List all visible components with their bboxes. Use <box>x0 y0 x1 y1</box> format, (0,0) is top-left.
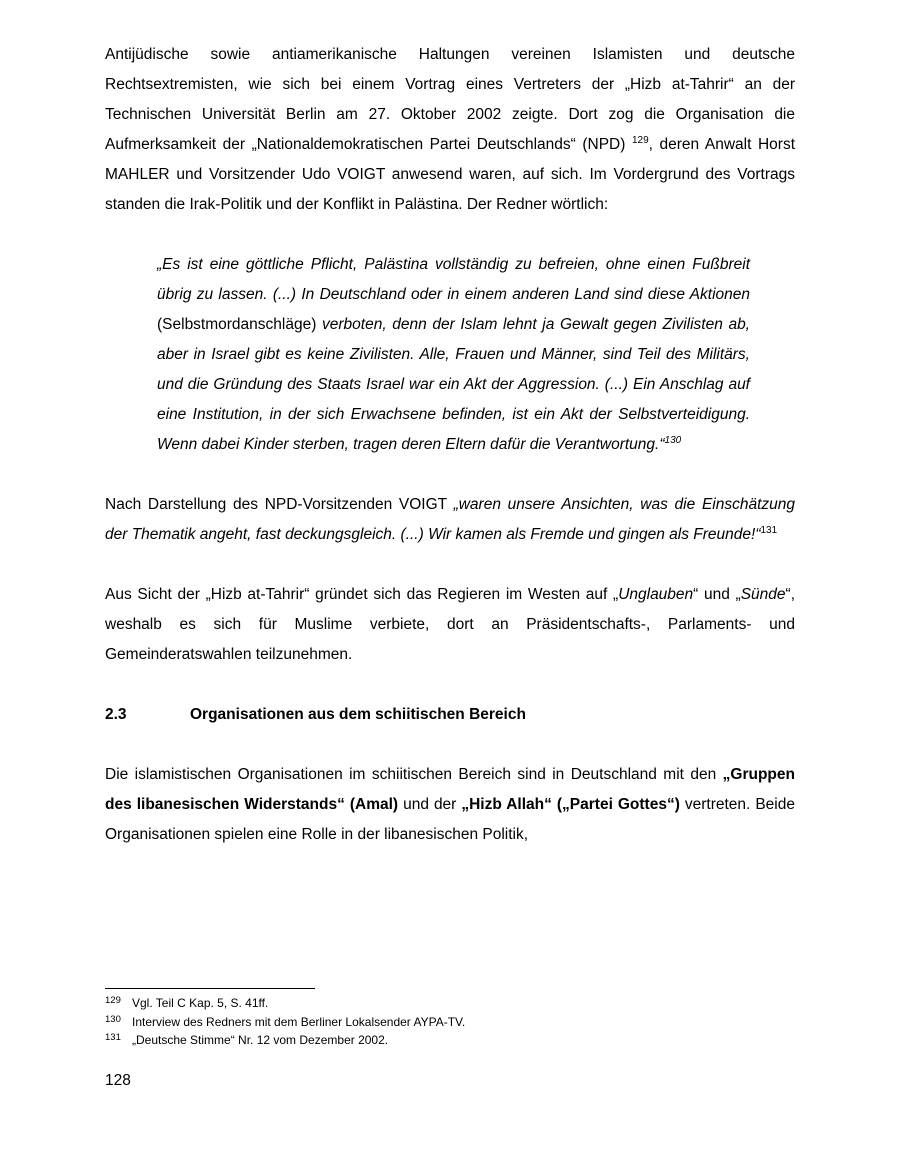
footnote-separator <box>105 988 315 989</box>
paragraph-intro: Antijüdische sowie antiamerikanische Haltungen vereinen Islamisten und deutsche Rechtsextremisten, wie sich bei einem Vortrag eines Vertreters der „Hizb at-Tahrir“ an der Technischen Universität Berlin am 27. Oktober 2002 zeigte. Dort zog die Organisation die Aufmerksamkeit der „Nationaldemokratischen Partei Deutschlands“ (NPD) $^{129}$, deren Anwalt Horst MAHLER und Vorsitzender Udo VOIGT anwesend waren, auf sich. Im Vordergrund des Vortrags standen die Irak-Politik und der Konflikt in Palästina. Der Redner wörtlich: <box>105 46 795 213</box>
footnotes-section <box>105 988 795 1051</box>
footnote-number: 131 <box>105 1032 121 1043</box>
footnote-130 <box>105 1014 795 1033</box>
footnote-number: 130 <box>105 1013 121 1025</box>
quote-block: „Es ist eine göttliche Pflicht, Palästina vollständig zu befreien, ohne einen Fußbreit übrig zu lassen. (...) In Deutschland oder in einem anderen Land sind diese Aktionen (Selbstmordanschläge) verboten, denn der Islam lehnt ja Gewalt gegen Zivilisten ab, aber in Israel gibt es keine Zivilisten. Alle, Frauen und Männer, sind Teil des Militärs, und die Gründung des Staats Israel war ein Akt der Aggression. (...) Ein Anschlag auf eine Institution, in der sich Erwachsene befinden, ist ein Akt der Selbstverteidigung. Wenn dabei Kinder sterben, tragen deren Eltern dafür die Verantwortung.“$^{130}$ <box>157 256 750 453</box>
paragraph-hizb-view: Aus Sicht der „Hizb at-Tahrir“ gründet sich das Regieren im Westen auf „Unglauben“ und „Sünde“, weshalb es sich für Muslime verbiete, dort an Präsidentschafts-, Parlaments- und Gemeinderatswahlen teilzunehmen. <box>105 586 795 663</box>
paragraph-voigt-statement: Nach Darstellung des NPD-Vorsitzenden VOIGT „waren unsere Ansichten, was die Einschätzung der Thematik angeht, fast deckungsgleich. (...) Wir kamen als Fremde und gingen als Freunde!“$^{131}$ <box>105 496 795 543</box>
footnote-text: Interview des Redners mit dem Berliner Lokalsender AYPA-TV. <box>132 1014 466 1029</box>
footnote-text: Vgl. Teil C Kap. 5, S. 41ff. <box>132 996 269 1010</box>
footnote-131 <box>105 1032 795 1051</box>
footnote-number: 129 <box>105 995 121 1006</box>
footnote-129 <box>105 995 795 1014</box>
page-number: 128 <box>105 1072 131 1089</box>
paragraph-shiite-orgs: Die islamistischen Organisationen im schiitischen Bereich sind in Deutschland mit den „Gruppen des libanesischen Widerstands“ (Amal) und der „Hizb Allah“ („Partei Gottes“) vertreten. Beide Organisationen spielen eine Rolle in der libanesischen Politik, <box>105 766 795 843</box>
section-number: 2.3 <box>105 706 127 723</box>
page-content <box>105 40 795 880</box>
footnote-text: „Deutsche Stimme“ Nr. 12 vom Dezember 2002. <box>132 1033 389 1047</box>
section-title: Organisationen aus dem schiitischen Bereich <box>190 706 526 723</box>
section-heading <box>105 700 795 730</box>
